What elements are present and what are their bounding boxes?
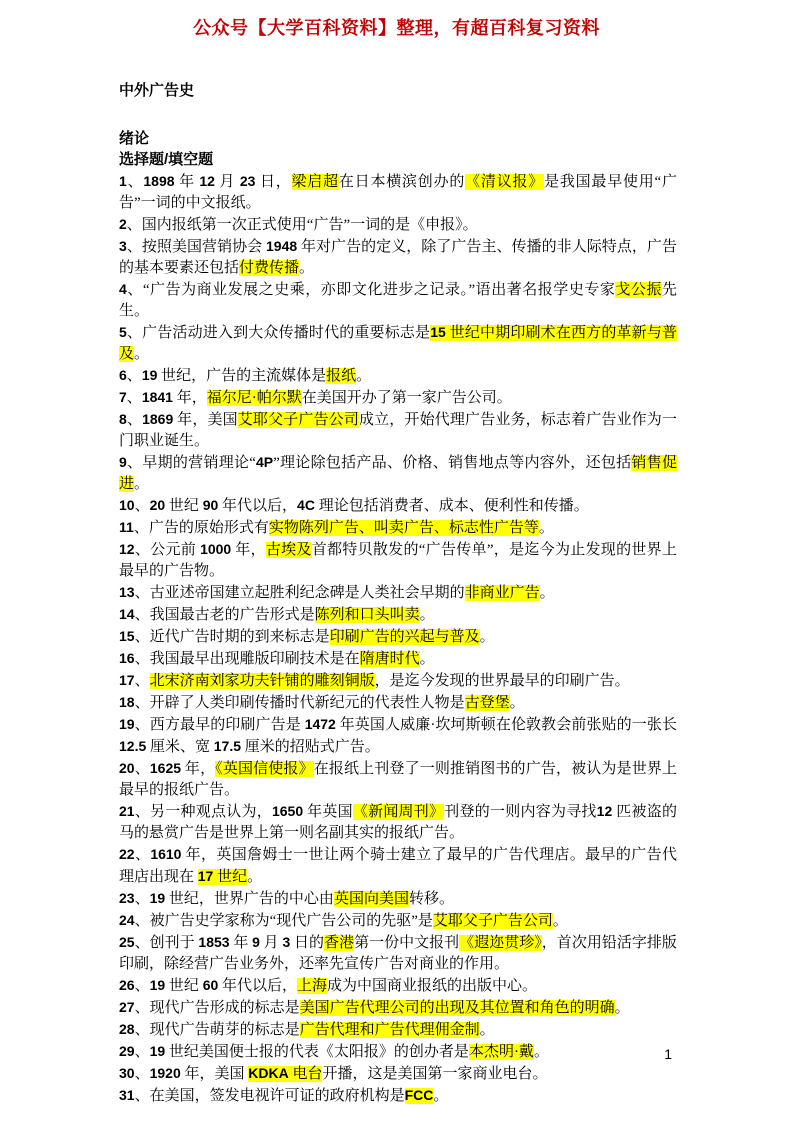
question-text: 30、1920 年，美国 [119, 1065, 249, 1082]
question-item [119, 604, 677, 626]
question-item [119, 670, 677, 692]
question-text: 在日本横滨创办的 [338, 174, 466, 190]
highlighted-answer: 古埃及 [265, 542, 312, 558]
question-item [119, 171, 677, 214]
question-text: 1、1898 年 12 月 23 日， [119, 173, 292, 190]
question-item [119, 322, 677, 365]
highlighted-answer: 报纸 [326, 368, 357, 384]
question-item [119, 409, 677, 452]
question-item [119, 495, 677, 517]
question-item [119, 387, 677, 409]
question-text: 27、现代广告形成的标志是 [119, 999, 300, 1016]
question-item [119, 214, 677, 236]
question-text: 。 [433, 1088, 449, 1104]
page-number: 1 [664, 1046, 672, 1062]
question-text: 。 [419, 607, 435, 623]
highlighted-answer: 广告代理和广告代理佣金制 [299, 1022, 480, 1038]
question-text: 29、19 世纪美国便士报的代表《太阳报》的创办者是 [119, 1043, 469, 1060]
question-text: 成立，开始代理广告业务，标志着广告业作为一门职业诞生。 [119, 412, 677, 449]
highlighted-answer: 古登堡 [464, 695, 510, 711]
highlighted-answer: 英国向美国 [333, 891, 409, 907]
highlighted-answer: 《英国信使报》 [215, 761, 314, 777]
question-text: 16、我国最早出现雕版印刷技术是在 [119, 650, 360, 667]
question-text: 在美国开办了第一家广告公司。 [301, 390, 512, 406]
question-text: 。 [614, 1000, 630, 1016]
question-text: 9、早期的营销理论“4P”理论除包括产品、价格、销售地点等内容外，还包括 [119, 454, 632, 471]
highlighted-answer: 艾耶父子广告公司 [432, 913, 553, 929]
question-item [119, 888, 677, 910]
question-text: 成为中国商业报纸的出版中心。 [327, 978, 538, 994]
highlighted-answer: 梁启超 [291, 174, 339, 190]
highlighted-answer: 陈列和口头叫卖 [314, 607, 420, 623]
doc-header-note: 公众号【大学百科资料】整理，有超百科复习资料 [193, 18, 600, 38]
question-item [119, 1063, 677, 1085]
question-item [119, 626, 677, 648]
question-text: 17、 [119, 672, 150, 689]
question-text: ，首次用铅活字排版印刷，除经营广告业务外，还率先宣传广告对商业的作用。 [119, 935, 677, 972]
question-item [119, 648, 677, 670]
highlighted-answer: 隋唐时代 [359, 651, 420, 667]
question-item [119, 1019, 677, 1041]
question-item [119, 932, 677, 975]
question-item [119, 582, 677, 604]
question-text: 。 [552, 913, 568, 929]
question-text: 2、国内报纸第一次正式使用“广告”一词的是《申报》。 [119, 216, 478, 233]
question-text: 转移。 [408, 891, 454, 907]
question-text: 第一份中文报刊 [354, 935, 460, 951]
question-text: 21、另一种观点认为，1650 年英国 [119, 803, 353, 820]
question-item [119, 365, 677, 387]
question-text: 。 [538, 520, 554, 536]
question-text: 。 [479, 1022, 495, 1038]
question-text: 15、近代广告时期的到来标志是 [119, 628, 330, 645]
question-text: 12、公元前 1000 年， [119, 541, 266, 558]
question-text: 。 [299, 260, 315, 276]
highlighted-answer: 《遐迩贯珍》 [459, 935, 542, 951]
highlighted-answer: 美国广告代理公司的出现及其位置和角色的明确 [299, 1000, 615, 1016]
question-item [119, 236, 677, 279]
question-text: 5、广告活动进入到大众传播时代的重要标志是 [119, 324, 431, 341]
highlighted-answer: 销售促进 [119, 455, 677, 492]
highlighted-answer: 福尔尼·帕尔默 [206, 390, 302, 406]
question-item [119, 997, 677, 1019]
highlighted-answer: 付费传播 [239, 260, 300, 276]
question-text: 是我国最早使用“广告”一词的中文报纸。 [119, 174, 677, 211]
question-text: 25、创刊于 1853 年 9 月 3 日的 [119, 934, 325, 951]
question-text: 。 [539, 585, 555, 601]
question-text: 。 [479, 629, 495, 645]
highlighted-answer: 印刷广告的兴起与普及 [329, 629, 480, 645]
question-text: 22、1610 年，英国詹姆士一世让两个骑士建立了最早的广告代理店。最早的广告代理店出现在 [119, 846, 677, 885]
question-text: 19、西方最早的印刷广告是 1472 年英国人威廉·坎坷斯顿在伦敦教会前张贴的一张长 12.5 厘米、宽 17.5 厘米的招贴式广告。 [119, 716, 677, 755]
question-text: 4、“广告为商业发展之史乘，亦即文化进步之记录。”语出著名报学史专家 [119, 281, 616, 298]
question-text: ，是迄今发现的世界最早的印刷广告。 [374, 673, 630, 689]
question-item [119, 844, 677, 888]
highlighted-answer: 17 世纪 [197, 868, 248, 885]
question-item [119, 279, 677, 322]
question-text: 31、在美国，签发电视许可证的政府机构是 [119, 1087, 405, 1104]
question-item [119, 758, 677, 801]
question-item [119, 910, 677, 932]
question-item [119, 539, 677, 582]
highlighted-answer: 15 世纪中期印刷术在西方的革新与普及 [119, 324, 677, 362]
question-text: 。 [533, 1044, 549, 1060]
highlighted-answer: 艾耶父子广告公司 [237, 412, 359, 428]
question-text: 。 [134, 476, 150, 492]
question-text: 13、古亚述帝国建立起胜利纪念碑是人类社会早期的 [119, 584, 465, 601]
highlighted-answer: 北宋济南刘家功夫针铺的雕刻铜版 [149, 673, 375, 689]
question-text: 10、20 世纪 90 年代以后，4C 理论包括消费者、成本、便利性和传播。 [119, 497, 589, 514]
question-text: 。 [509, 695, 525, 711]
highlighted-answer: 实物陈列广告、叫卖广告、标志性广告等 [268, 520, 539, 536]
question-text: 24、被广告史学家称为“现代广告公司的先驱”是 [119, 912, 433, 929]
question-item [119, 714, 677, 758]
question-item [119, 692, 677, 714]
question-text: 28、现代广告萌芽的标志是 [119, 1021, 300, 1038]
highlighted-answer: 香港 [324, 935, 355, 951]
question-text: 7、1841 年， [119, 389, 207, 406]
question-text: 。 [247, 869, 263, 885]
section-heading: 绪论 [119, 130, 150, 147]
highlighted-answer: 非商业广告 [464, 585, 540, 601]
subsection-heading: 选择题/填空题 [119, 151, 214, 168]
question-text: 。 [356, 368, 372, 384]
highlighted-answer: 上海 [297, 978, 328, 994]
question-item [119, 1041, 677, 1063]
question-text: 。 [134, 346, 150, 362]
highlighted-answer: KDKA 电台 [248, 1065, 323, 1082]
question-text: 26、19 世纪 60 年代以后， [119, 977, 298, 994]
question-text: 开播，这是美国第一家商业电台。 [322, 1066, 548, 1082]
question-text: 刊登的一则内容为寻找12 匹被盗的马的悬赏广告是世界上第一则名副其实的报纸广告。 [119, 803, 677, 841]
question-item [119, 517, 677, 539]
question-text: 14、我国最古老的广告形式是 [119, 606, 315, 623]
question-text: 8、1869 年，美国 [119, 411, 238, 428]
question-item [119, 1085, 677, 1107]
question-item [119, 975, 677, 997]
highlighted-answer: 《新闻周刊》 [352, 804, 445, 820]
question-text: 首都特贝散发的“广告传单”，是迄今为止发现的世界上最早的广告物。 [119, 542, 677, 579]
question-text: 11、广告的原始形式有 [119, 519, 269, 536]
page-title: 中外广告史 [119, 82, 195, 99]
highlighted-answer: 本杰明·戴 [468, 1044, 534, 1060]
question-item [119, 801, 677, 844]
question-text: 18、开辟了人类印刷传播时代新纪元的代表性人物是 [119, 694, 465, 711]
highlighted-answer: FCC [404, 1087, 434, 1103]
question-list [119, 171, 677, 1107]
question-item [119, 452, 677, 495]
question-text: 23、19 世纪，世界广告的中心由 [119, 890, 334, 907]
highlighted-answer: 《清议报》 [465, 174, 545, 190]
question-text: 6、19 世纪，广告的主流媒体是 [119, 367, 327, 384]
question-text: 3、按照美国营销协会 1948 年对广告的定义，除了广告主、传播的非人际特点，广告的基本要素还包括 [119, 238, 677, 276]
highlighted-answer: 戈公振 [615, 282, 662, 298]
question-text: 在报纸上刊登了一则推销图书的广告，被认为是世界上最早的报纸广告。 [119, 761, 677, 798]
question-text: 先生。 [119, 282, 677, 319]
document-content [119, 80, 677, 1107]
question-text: 。 [419, 651, 435, 667]
question-text: 20、1625 年， [119, 760, 216, 777]
